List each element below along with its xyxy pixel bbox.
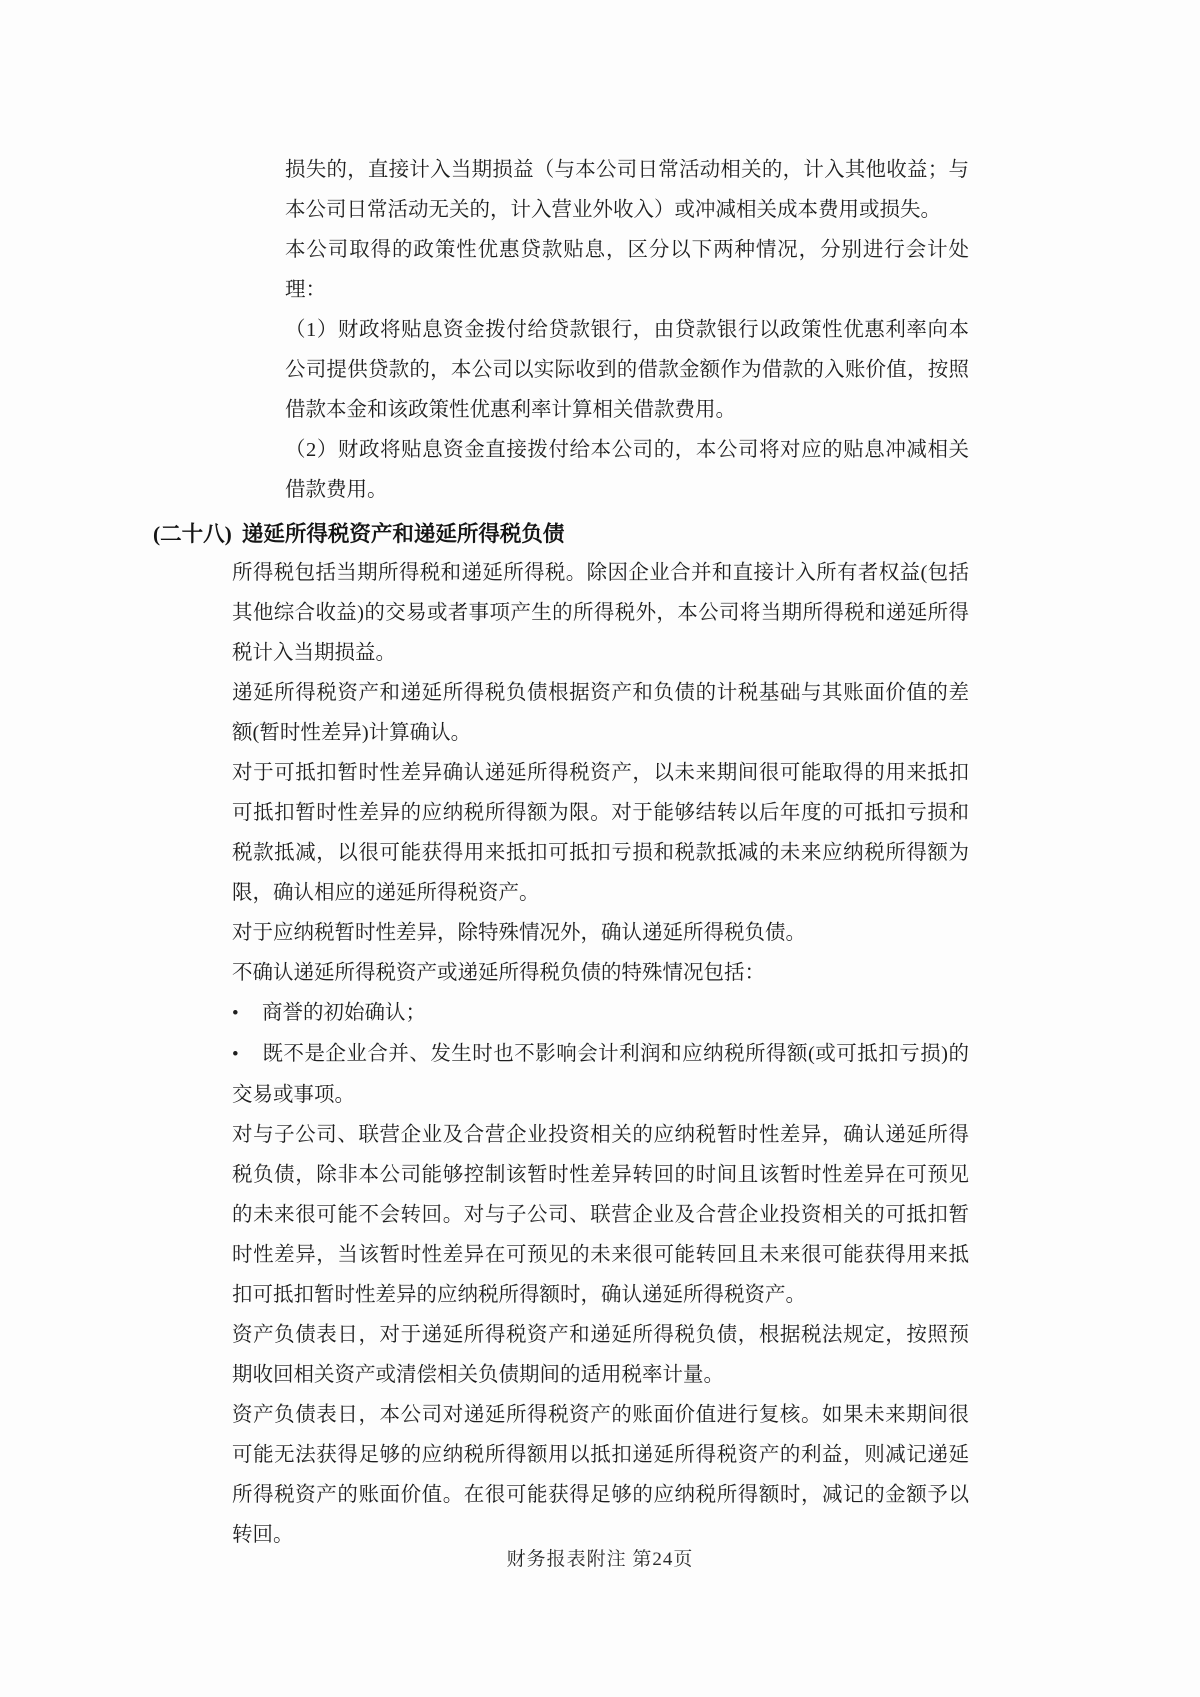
paragraph: 对于应纳税暂时性差异，除特殊情况外，确认递延所得税负债。 bbox=[232, 922, 806, 944]
bullet-icon: • bbox=[232, 1003, 239, 1024]
bullet-item bbox=[232, 993, 969, 1034]
bullet-text: 既不是企业合并、发生时也不影响会计利润和应纳税所得额(或可抵扣亏损)的交易或事项。 bbox=[232, 1043, 969, 1106]
paragraph: 对与子公司、联营企业及合营企业投资相关的应纳税暂时性差异，确认递延所得税负债，除非本公司能够控制该暂时性差异转回的时间且该暂时性差异在可预见的未来很可能不会转回。对与子公司、联营企业及合营企业投资相关的可抵扣暂时性差异，当该暂时性差异在可预见的未来很可能转回且未来很可能获得用来抵扣可抵扣暂时性差异的应纳税所得额时，确认递延所得税资产。 bbox=[232, 1124, 969, 1306]
paragraph: 对于可抵扣暂时性差异确认递延所得税资产，以未来期间很可能取得的用来抵扣可抵扣暂时性差异的应纳税所得额为限。对于能够结转以后年度的可抵扣亏损和税款抵减，以很可能获得用来抵扣可抵扣亏损和税款抵减的未来应纳税所得额为限，确认相应的递延所得税资产。 bbox=[232, 762, 969, 904]
paragraph: 本公司取得的政策性优惠贷款贴息，区分以下两种情况，分别进行会计处理： bbox=[285, 239, 969, 301]
paragraph: （2）财政将贴息资金直接拨付给本公司的，本公司将对应的贴息冲减相关借款费用。 bbox=[285, 439, 969, 501]
continuation-block bbox=[285, 150, 969, 510]
paragraph: 资产负债表日，对于递延所得税资产和递延所得税负债，根据税法规定，按照预期收回相关资产或清偿相关负债期间的适用税率计量。 bbox=[232, 1324, 969, 1386]
paragraph: 不确认递延所得税资产或递延所得税负债的特殊情况包括： bbox=[232, 962, 765, 984]
bullet-icon: • bbox=[232, 1044, 239, 1065]
paragraph: 递延所得税资产和递延所得税负债根据资产和负债的计税基础与其账面价值的差额(暂时性差异)计算确认。 bbox=[232, 682, 969, 744]
section-title: 递延所得税资产和递延所得税负债 bbox=[241, 522, 565, 546]
bullet-list bbox=[232, 993, 969, 1115]
page-footer: 财务报表附注 第24页 bbox=[506, 1549, 694, 1570]
section-number: (二十八) bbox=[153, 522, 232, 546]
section-heading bbox=[153, 517, 564, 551]
paragraph: 资产负债表日，本公司对递延所得税资产的账面价值进行复核。如果未来期间很可能无法获得足够的应纳税所得额用以抵扣递延所得税资产的利益，则减记递延所得税资产的账面价值。在很可能获得足够的应纳税所得额时，减记的金额予以转回。 bbox=[232, 1404, 969, 1546]
paragraph: （1）财政将贴息资金拨付给贷款银行，由贷款银行以政策性优惠利率向本公司提供贷款的，本公司以实际收到的借款金额作为借款的入账价值，按照借款本金和该政策性优惠利率计算相关借款费用。 bbox=[285, 319, 969, 421]
bullet-text: 商誉的初始确认； bbox=[262, 1002, 426, 1024]
paragraph: 损失的，直接计入当期损益（与本公司日常活动相关的，计入其他收益；与本公司日常活动无关的，计入营业外收入）或冲减相关成本费用或损失。 bbox=[285, 159, 969, 221]
bullet-item bbox=[232, 1034, 969, 1115]
paragraph: 所得税包括当期所得税和递延所得税。除因企业合并和直接计入所有者权益(包括其他综合收益)的交易或者事项产生的所得税外，本公司将当期所得税和递延所得税计入当期损益。 bbox=[232, 562, 969, 664]
section-body bbox=[232, 553, 969, 1555]
